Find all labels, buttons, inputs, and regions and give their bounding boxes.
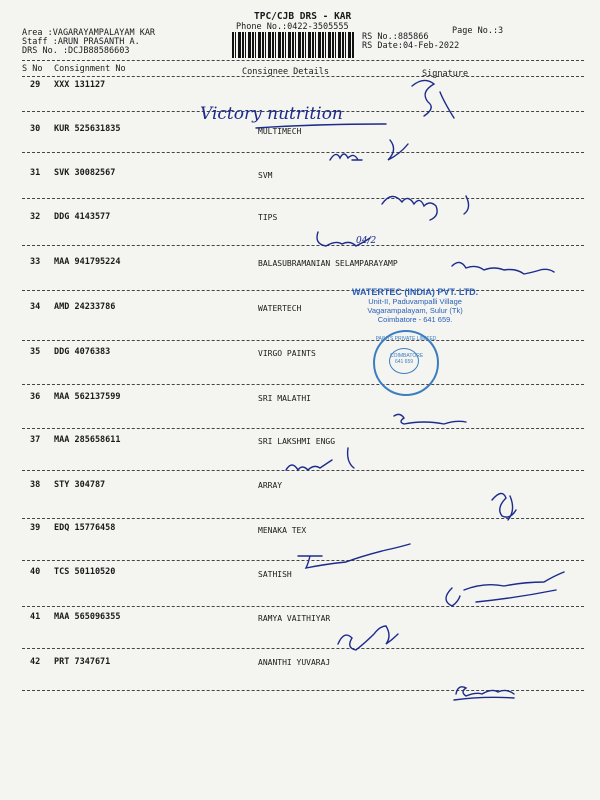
handwritten-note: Victory nutrition [200, 104, 343, 124]
row-consignee: SRI MALATHI [258, 394, 311, 403]
row-sno: 37 [30, 435, 41, 445]
signature-38 [492, 493, 516, 520]
row-consignment: MAA 565096355 [54, 612, 121, 622]
signature-33 [452, 262, 554, 274]
row-consignment: EDQ 15776458 [54, 523, 116, 533]
row-consignee: MENAKA TEX [258, 526, 307, 535]
row-consignment: SVK 30082567 [54, 168, 116, 178]
seal-text: PAINTS PRIVATE LIMITED [375, 336, 437, 342]
signature-39 [298, 544, 410, 568]
signature-42 [454, 687, 514, 700]
col-sno: S No [22, 64, 43, 74]
row-sno: 32 [30, 212, 41, 222]
signature-41 [338, 626, 398, 650]
row-sno: 38 [30, 480, 41, 490]
company-stamp [352, 288, 478, 324]
signature-29 [412, 80, 454, 118]
row-consignee: SVM [258, 171, 273, 180]
stamp-line: Coimbatore - 641 659. [377, 315, 453, 324]
row-consignee: RAMYA VAITHIYAR [258, 614, 331, 623]
row-consignment: MAA 562137599 [54, 392, 121, 402]
row-consignee: TIPS [258, 213, 278, 222]
phone-number: Phone No.:0422-3505555 [236, 22, 349, 32]
row-sno: 30 [30, 124, 41, 134]
row-sno: 40 [30, 567, 41, 577]
signature-30 [330, 140, 408, 160]
signature-40 [446, 572, 564, 606]
row-sno: 33 [30, 257, 41, 267]
document-title: TPC/CJB DRS - KAR [254, 11, 352, 22]
page-number: Page No.:3 [452, 26, 504, 36]
row-consignee: MULTIMECH [258, 127, 302, 136]
rs-number: RS No.:885866 [362, 32, 429, 42]
row-consignment: XXX 131127 [54, 80, 106, 90]
drs-number: DRS No. :DCJB88586603 [22, 46, 130, 56]
row-sno: 42 [30, 657, 41, 667]
handwritten-date: 04/2 [356, 236, 377, 246]
rs-date: RS Date:04-Feb-2022 [362, 41, 460, 51]
row-sno: 41 [30, 612, 41, 622]
row-consignment: DDG 4143577 [54, 212, 111, 222]
round-seal [373, 330, 439, 396]
row-consignee: ARRAY [258, 481, 283, 490]
signature-37 [286, 448, 354, 470]
col-consignee: Consignee Details [242, 67, 329, 77]
area-label: Area :VAGARAYAMPALAYAM KAR [22, 28, 156, 38]
underline-30 [256, 124, 386, 128]
row-consignment: KUR 525631835 [54, 124, 121, 134]
row-sno: 34 [30, 302, 41, 312]
row-consignment: AMD 24233786 [54, 302, 116, 312]
row-consignment: MAA 941795224 [54, 257, 121, 267]
row-consignee: SRI LAKSHMI ENGG [258, 437, 336, 446]
staff-label: Staff :ARUN PRASANTH A. [22, 37, 140, 47]
row-consignee: ANANTHI YUVARAJ [258, 658, 331, 667]
signature-36 [394, 414, 466, 424]
col-consignment: Consignment No [54, 64, 126, 74]
stamp-line: WATERTEC (INDIA) PVT. LTD. [352, 287, 479, 297]
stamp-line: Unit-II, Paduvampalli Village [368, 297, 462, 306]
row-sno: 39 [30, 523, 41, 533]
row-sno: 35 [30, 347, 41, 357]
row-consignment: DDG 4076383 [54, 347, 111, 357]
row-consignee: SATHISH [258, 570, 292, 579]
seal-center: COIMBATORE 641 659 [389, 348, 419, 374]
col-signature: Signature [422, 69, 469, 79]
row-consignment: MAA 285658611 [54, 435, 121, 445]
row-sno: 31 [30, 168, 41, 178]
signature-31 [382, 196, 469, 220]
row-sno: 29 [30, 80, 41, 90]
row-sno: 36 [30, 392, 41, 402]
row-consignee: BALASUBRAMANIAN SELAMPARAYAMP [258, 259, 398, 268]
row-consignment: STY 304787 [54, 480, 106, 490]
row-consignment: PRT 7347671 [54, 657, 111, 667]
row-consignment: TCS 50110520 [54, 567, 116, 577]
row-consignee: WATERTECH [258, 304, 302, 313]
stamp-line: Vagarampalayam, Sulur (Tk) [367, 306, 463, 315]
row-consignee: VIRGO PAINTS [258, 349, 316, 358]
